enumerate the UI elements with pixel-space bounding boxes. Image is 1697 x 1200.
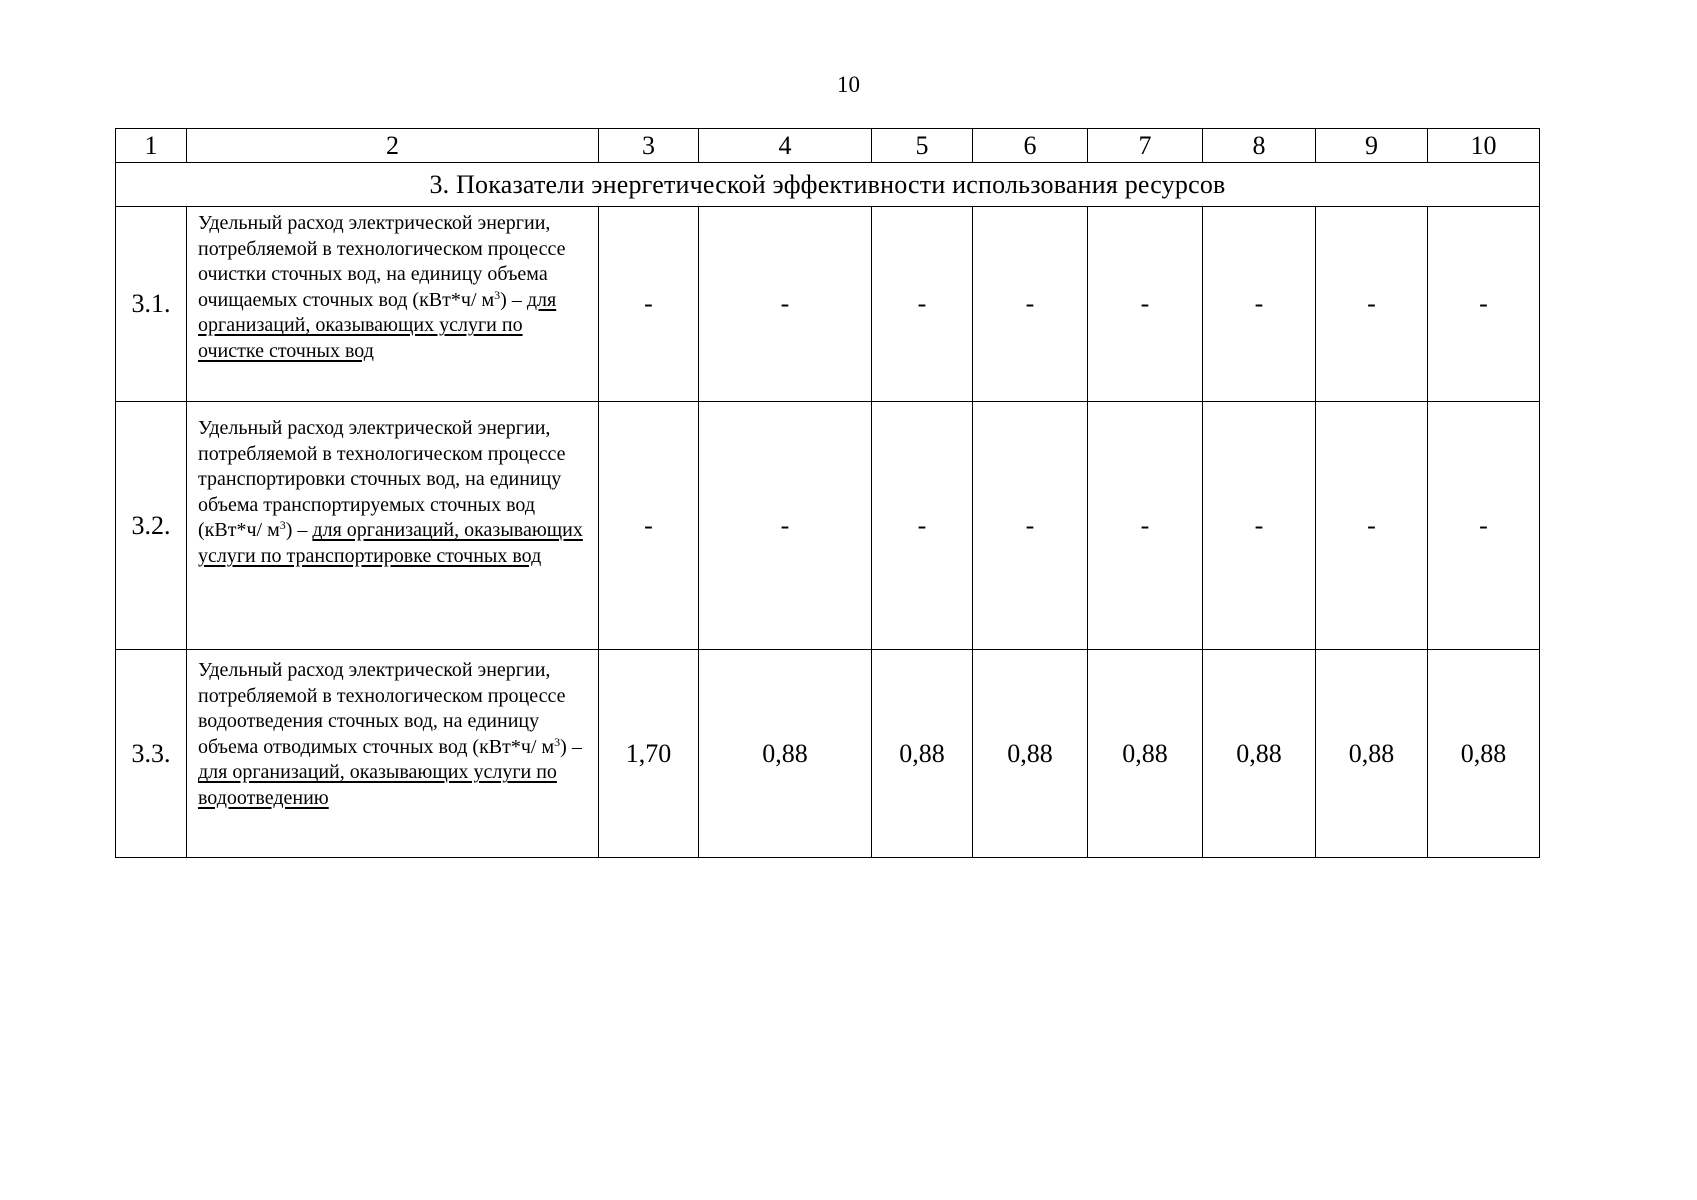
- value-cell: -: [1203, 402, 1316, 650]
- header-cell: 9: [1316, 129, 1428, 163]
- page-number: 10: [837, 72, 860, 97]
- value-cell: -: [599, 402, 699, 650]
- value-cell: -: [1316, 207, 1428, 402]
- value-cell: 0,88: [1428, 650, 1540, 858]
- value-cell: 0,88: [872, 650, 973, 858]
- row-number: 3.3.: [116, 650, 187, 858]
- value-cell: 1,70: [599, 650, 699, 858]
- value-cell: 0,88: [699, 650, 872, 858]
- header-cell: 3: [599, 129, 699, 163]
- value-cell: -: [973, 207, 1088, 402]
- value-cell: -: [699, 402, 872, 650]
- header-cell: 8: [1203, 129, 1316, 163]
- description-underlined: для организаций, оказывающих услуги по транспортировке сточных вод: [198, 519, 583, 567]
- header-cell: 10: [1428, 129, 1540, 163]
- description-text-after: ) –: [285, 519, 313, 542]
- description-text: Удельный расход электрической энергии, потребляемой в технологическом процессе водоотведения сточных вод, на единицу объема отводимых сточных вод (кВт*ч/ м: [198, 659, 566, 758]
- row-number: 3.1.: [116, 207, 187, 402]
- value-cell: -: [1203, 207, 1316, 402]
- header-cell: 5: [872, 129, 973, 163]
- value-cell: -: [1428, 402, 1540, 650]
- header-cell: 4: [699, 129, 872, 163]
- value-cell: -: [872, 207, 973, 402]
- header-cell: 1: [116, 129, 187, 163]
- table-header-row: [116, 129, 1540, 163]
- indicators-table: [115, 128, 1540, 858]
- description-text: Удельный расход электрической энергии, потребляемой в технологическом процессе очистки сточных вод, на единицу объема очищаемых сточных вод (кВт*ч/ м: [198, 212, 566, 311]
- value-cell: -: [1316, 402, 1428, 650]
- value-cell: -: [1088, 207, 1203, 402]
- value-cell: -: [1088, 402, 1203, 650]
- description-text-after: ) –: [500, 288, 527, 311]
- value-cell: 0,88: [973, 650, 1088, 858]
- value-cell: -: [1428, 207, 1540, 402]
- row-description: [187, 650, 599, 858]
- superscript: 3: [279, 518, 286, 533]
- value-cell: -: [599, 207, 699, 402]
- superscript: 3: [554, 734, 561, 749]
- section-title-row: [116, 163, 1540, 207]
- value-cell: -: [973, 402, 1088, 650]
- header-cell: 6: [973, 129, 1088, 163]
- value-cell: -: [699, 207, 872, 402]
- row-number: 3.2.: [116, 402, 187, 650]
- description-text-after: ) –: [560, 735, 582, 758]
- value-cell: 0,88: [1203, 650, 1316, 858]
- description-underlined: для организаций, оказывающих услуги по очистке сточных вод: [198, 288, 557, 362]
- row-description: [187, 207, 599, 402]
- value-cell: 0,88: [1316, 650, 1428, 858]
- table-row: [116, 207, 1540, 402]
- section-title: 3. Показатели энергетической эффективности использования ресурсов: [116, 163, 1540, 207]
- header-cell: 7: [1088, 129, 1203, 163]
- value-cell: 0,88: [1088, 650, 1203, 858]
- table-row: [116, 402, 1540, 650]
- description-text: Удельный расход электрической энергии, потребляемой в технологическом процессе транспортировки сточных вод, на единицу объема транспортируемых сточных вод (кВт*ч/ м: [198, 417, 566, 542]
- header-cell: 2: [187, 129, 599, 163]
- superscript: 3: [494, 287, 501, 302]
- row-description: [187, 402, 599, 650]
- description-underlined: для организаций, оказывающих услуги по водоотведению: [198, 761, 557, 809]
- value-cell: -: [872, 402, 973, 650]
- table-row: [116, 650, 1540, 858]
